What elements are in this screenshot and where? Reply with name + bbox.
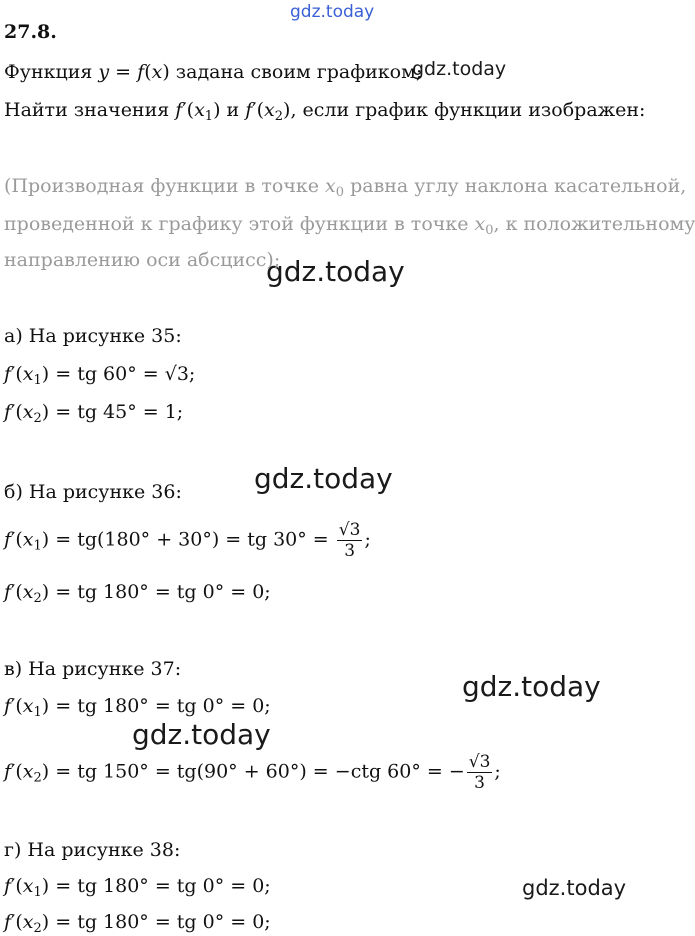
hint-line-3: направлению оси абсцисс); xyxy=(4,249,281,271)
part-a-heading: а) На рисунке 35: xyxy=(4,325,182,347)
hint-line-2: проведенной к графику этой функции в точке $x_0$, к положительному xyxy=(4,213,695,238)
part-c-eq-2: $f'(x_2)$ = tg 150° = tg(90° + 60°) = −ctg 60° = − $\frac{√3}{3}$ ; xyxy=(4,752,501,793)
problem-line-2: Найти значения $f'(x_1)$ и $f'(x_2)$, если график функции изображен: xyxy=(4,99,646,124)
problem-number: 27.8. xyxy=(4,21,57,43)
part-d-heading: г) На рисунке 38: xyxy=(4,839,181,861)
part-a-eq-2: $f'(x_2)$ = tg 45° = 1; xyxy=(4,401,184,426)
problem-line-1: Функция y = f(x) задана своим графиком; xyxy=(4,61,423,83)
hint-line-1: (Производная функции в точке $x_0$ равна углу наклона касательной, xyxy=(4,175,687,200)
part-a-eq-1: $f'(x_1)$ = tg 60° = √3; xyxy=(4,363,196,388)
part-c-eq-1: $f'(x_1)$ = tg 180° = tg 0° = 0; xyxy=(4,695,271,720)
part-d-eq-2: $f'(x_2)$ = tg 180° = tg 0° = 0; xyxy=(4,911,271,936)
part-b-eq-2: $f'(x_2)$ = tg 180° = tg 0° = 0; xyxy=(4,581,271,606)
fraction-root3-over-3: $\frac{√3}{3}$ xyxy=(468,752,491,793)
part-b-eq-1: $f'(x_1) = tg(180^\circ + 30^\circ)$ = tg 30° = $\frac{√3}{3}$ ; xyxy=(4,520,371,561)
watermark-part-c-right: gdz.today xyxy=(462,670,601,703)
watermark-part-c-left: gdz.today xyxy=(132,718,271,751)
watermark-hint: gdz.today xyxy=(266,255,405,288)
part-c-heading: в) На рисунке 37: xyxy=(4,658,182,680)
fraction-root3-over-3: $\frac{√3}{3}$ xyxy=(338,520,361,561)
watermark-part-b: gdz.today xyxy=(254,462,393,495)
part-d-eq-1: $f'(x_1)$ = tg 180° = tg 0° = 0; xyxy=(4,875,271,900)
watermark-header: gdz.today xyxy=(412,58,507,80)
part-b-heading: б) На рисунке 36: xyxy=(4,481,182,503)
watermark-top: gdz.today xyxy=(290,2,375,22)
watermark-part-d: gdz.today xyxy=(522,876,627,900)
